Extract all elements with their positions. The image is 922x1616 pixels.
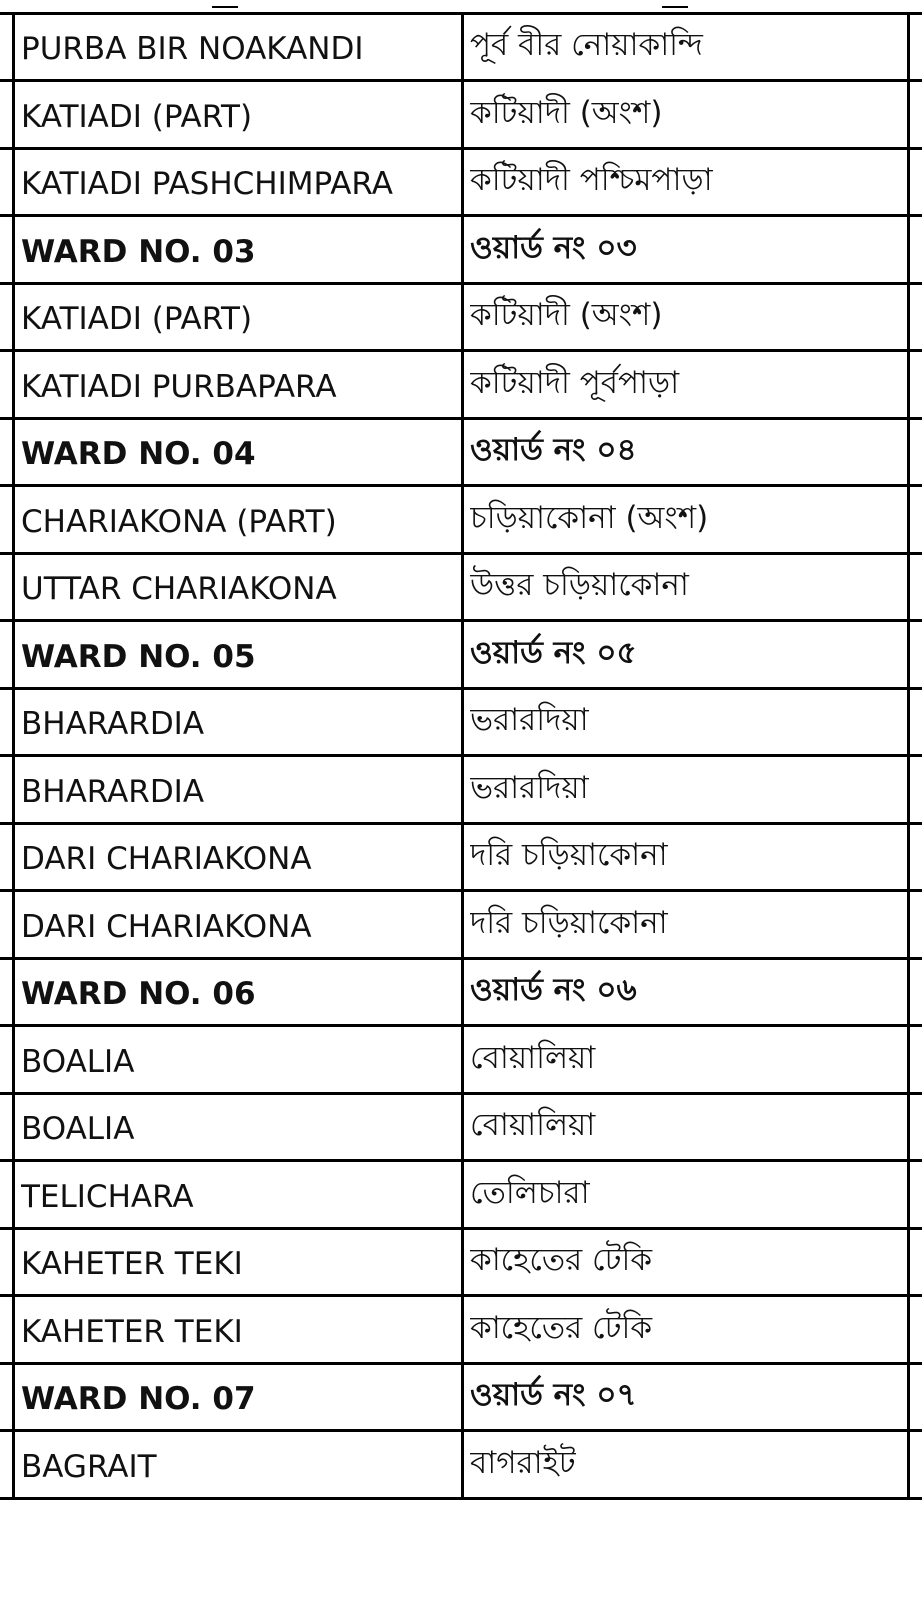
column-divider-middle [461,1364,464,1429]
column-divider-middle [461,622,464,687]
bangla-name-cell: ওয়ার্ড নং ০৩ [470,229,637,266]
english-name-cell: BOALIA [21,1043,135,1080]
cut-off-text-mark [662,0,688,8]
column-divider-middle [461,689,464,754]
english-name-cell: DARI CHARIAKONA [21,840,312,877]
bangla-name-cell: বাগরাইট [470,1444,576,1481]
column-divider-left [12,284,15,349]
table-row [0,1027,922,1095]
english-name-cell: KATIADI PURBAPARA [21,368,337,405]
english-name-cell: BHARARDIA [21,773,205,810]
column-divider-left [12,217,15,282]
bangla-name-cell: ভরারদিয়া [470,701,589,738]
bangla-name-cell: বোয়ালিয়া [470,1039,596,1076]
column-divider-middle [461,487,464,552]
column-divider-left [12,1432,15,1497]
english-name-cell: WARD NO. 06 [21,975,256,1012]
english-name-cell: KAHETER TEKI [21,1245,243,1282]
column-divider-middle [461,419,464,484]
column-divider-left [12,1229,15,1294]
column-divider-left [12,1027,15,1092]
column-divider-left [12,757,15,822]
table-row [0,1297,922,1365]
column-divider-left [12,1162,15,1227]
english-name-cell: WARD NO. 07 [21,1380,256,1417]
ward-header-row [0,419,922,487]
ward-header-row [0,622,922,690]
table-row [0,1094,922,1162]
bangla-name-cell: কটিয়াদী (অংশ) [470,296,663,333]
table-row [0,284,922,352]
bangla-name-cell: চড়িয়াকোনা (অংশ) [470,499,709,536]
table-row [0,892,922,960]
bangla-name-cell: কটিয়াদী (অংশ) [470,94,663,131]
bangla-name-cell: ওয়ার্ড নং ০৪ [470,431,637,468]
column-divider-left [12,149,15,214]
column-divider-left [12,1094,15,1159]
column-divider-left [12,689,15,754]
column-divider-left [12,622,15,687]
table-row [0,689,922,757]
table-row [0,82,922,150]
column-divider-middle [461,1027,464,1092]
column-divider-middle [461,757,464,822]
bangla-name-cell: কটিয়াদী পূর্বপাড়া [470,364,680,401]
english-name-cell: TELICHARA [21,1178,194,1215]
english-name-cell: KATIADI PASHCHIMPARA [21,165,393,202]
bangla-name-cell: দরি চড়িয়াকোনা [470,836,668,873]
bangla-name-cell: কটিয়াদী পশ্চিমপাড়া [470,161,713,198]
column-divider-middle [461,959,464,1024]
column-divider-left [12,824,15,889]
column-divider-middle [461,554,464,619]
bangla-name-cell: ওয়ার্ড নং ০৫ [470,634,637,671]
table-row [0,1229,922,1297]
english-name-cell: WARD NO. 04 [21,435,256,472]
column-divider-left [12,82,15,147]
column-divider-left [12,14,15,79]
bangla-name-cell: দরি চড়িয়াকোনা [470,904,668,941]
table-row [0,757,922,825]
table-row [0,352,922,420]
column-divider-middle [461,217,464,282]
bangla-name-cell: ওয়ার্ড নং ০৭ [470,1376,637,1413]
column-divider-middle [461,892,464,957]
table-row [0,554,922,622]
column-divider-middle [461,1432,464,1497]
table-row [0,1162,922,1230]
cut-off-text-mark [212,0,238,8]
bangla-name-cell: তেলিচারা [470,1174,590,1211]
column-divider-left [12,1297,15,1362]
bangla-name-cell: উত্তর চড়িয়াকোনা [470,566,689,603]
english-name-cell: WARD NO. 05 [21,638,256,675]
bangla-name-cell: বোয়ালিয়া [470,1106,596,1143]
column-divider-left [12,487,15,552]
column-divider-middle [461,284,464,349]
bangla-name-cell: কাহেতের টেকি [470,1241,653,1278]
column-divider-left [12,959,15,1024]
english-name-cell: KATIADI (PART) [21,300,253,337]
column-divider-left [12,352,15,417]
english-name-cell: BOALIA [21,1110,135,1147]
column-divider-middle [461,14,464,79]
english-name-cell: BHARARDIA [21,705,205,742]
table-row [0,487,922,555]
column-divider-left [12,419,15,484]
bangla-name-cell: ভরারদিয়া [470,769,589,806]
column-divider-middle [461,1229,464,1294]
english-name-cell: BAGRAIT [21,1448,157,1485]
english-name-cell: WARD NO. 03 [21,233,256,270]
bangla-name-cell: ওয়ার্ড নং ০৬ [470,971,637,1008]
column-divider-middle [461,149,464,214]
ward-header-row [0,217,922,285]
column-divider-middle [461,1297,464,1362]
ward-header-row [0,959,922,1027]
ward-header-row [0,1364,922,1432]
english-name-cell: CHARIAKONA (PART) [21,503,337,540]
english-name-cell: KAHETER TEKI [21,1313,243,1350]
english-name-cell: UTTAR CHARIAKONA [21,570,337,607]
table-row [0,824,922,892]
bangla-name-cell: কাহেতের টেকি [470,1309,653,1346]
english-name-cell: DARI CHARIAKONA [21,908,312,945]
table-row [0,1432,922,1500]
table-row [0,149,922,217]
column-divider-middle [461,824,464,889]
table-row [0,14,922,82]
column-divider-middle [461,1162,464,1227]
column-divider-middle [461,1094,464,1159]
english-name-cell: PURBA BIR NOAKANDI [21,30,364,67]
column-divider-left [12,554,15,619]
column-divider-left [12,1364,15,1429]
column-divider-middle [461,352,464,417]
bangla-name-cell: পূর্ব বীর নোয়াকান্দি [470,26,703,63]
english-name-cell: KATIADI (PART) [21,98,253,135]
column-divider-middle [461,82,464,147]
column-divider-left [12,892,15,957]
